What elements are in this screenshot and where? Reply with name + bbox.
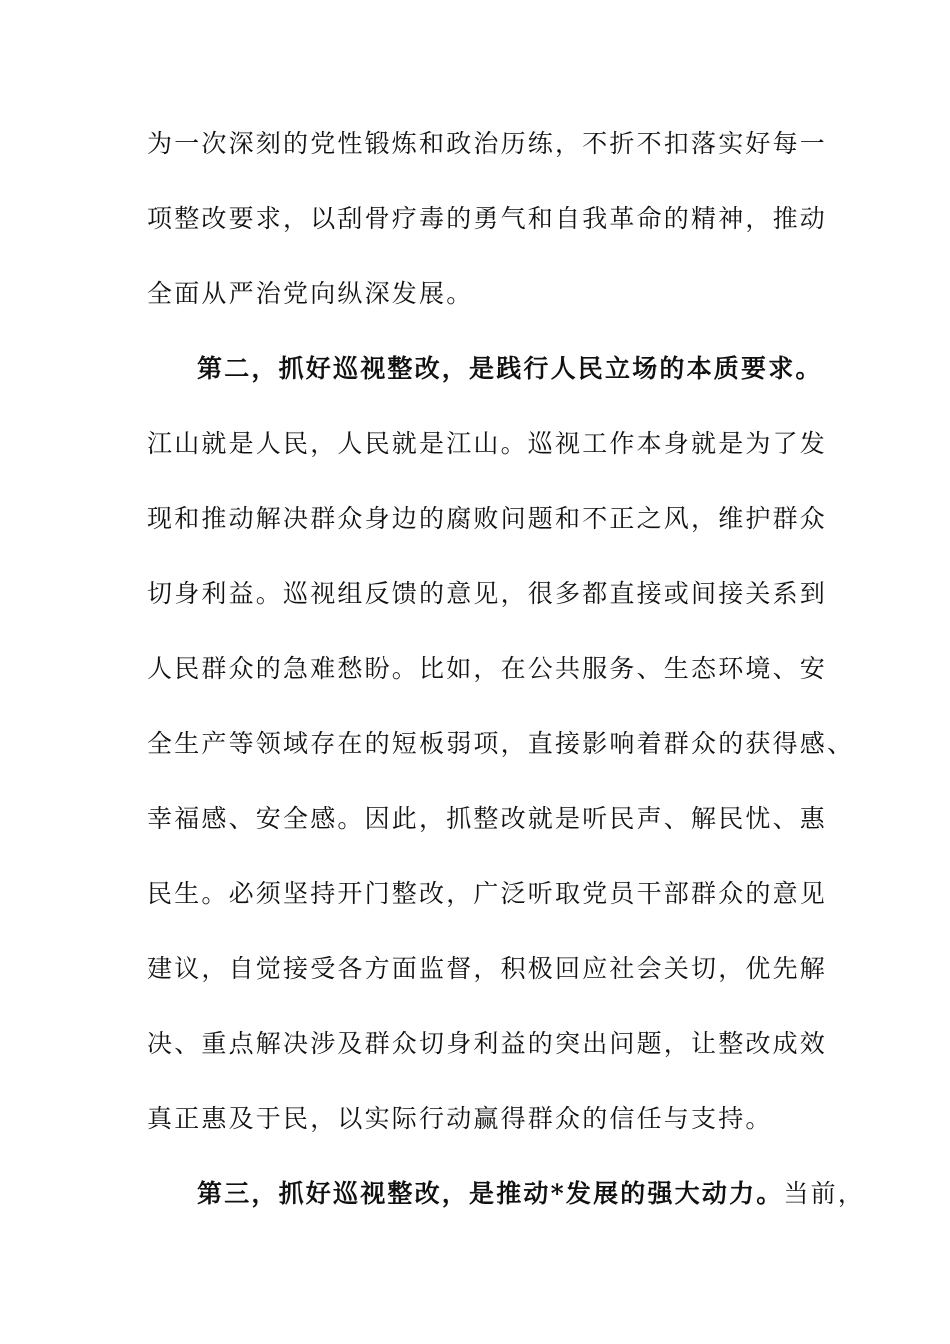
paragraph-line: 决、重点解决涉及群众切身利益的突出问题，让整改成效	[147, 1029, 828, 1058]
paragraph-line: 为一次深刻的党性锻炼和政治历练，不折不扣落实好每一	[147, 129, 828, 158]
paragraph-line: 人民群众的急难愁盼。比如，在公共服务、生态环境、安	[147, 654, 828, 683]
paragraph-line: 幸福感、安全感。因此，抓整改就是听民声、解民忧、惠	[147, 804, 828, 833]
paragraph-line: 建议，自觉接受各方面监督，积极回应社会关切，优先解	[147, 954, 828, 983]
section-heading-second: 第二，抓好巡视整改，是践行人民立场的本质要求。	[197, 354, 823, 383]
paragraph-line: 切身利益。巡视组反馈的意见，很多都直接或间接关系到	[147, 579, 828, 608]
paragraph-line: 全面从严治党向纵深发展。	[147, 279, 474, 308]
section-heading-third-bold: 第三，抓好巡视整改，是推动*发展的强大动力。	[197, 1179, 784, 1208]
section-heading-third	[197, 1177, 865, 1211]
paragraph-line: 项整改要求，以刮骨疗毒的勇气和自我革命的精神，推动	[147, 204, 828, 233]
paragraph-line: 江山就是人民，人民就是江山。巡视工作本身就是为了发	[147, 429, 828, 458]
paragraph-line: 民生。必须坚持开门整改，广泛听取党员干部群众的意见	[147, 879, 828, 908]
paragraph-line: 现和推动解决群众身边的腐败问题和不正之风，维护群众	[147, 504, 828, 533]
paragraph-line: 全生产等领域存在的短板弱项，直接影响着群众的获得感、	[147, 729, 855, 758]
section-heading-third-tail: 当前，	[783, 1179, 866, 1208]
paragraph-line: 真正惠及于民，以实际行动赢得群众的信任与支持。	[147, 1104, 773, 1133]
